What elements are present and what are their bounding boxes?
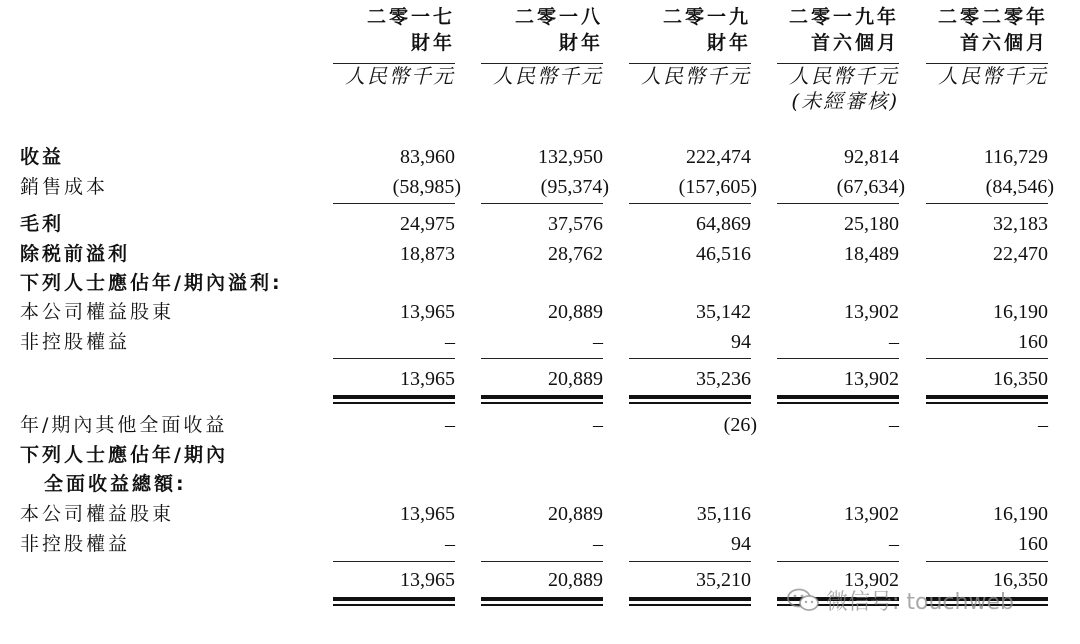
- subtotal-rule: [926, 358, 1048, 359]
- value-cell: –: [889, 533, 899, 555]
- total-cell: 20,889: [548, 569, 603, 591]
- total-double-rule: [333, 395, 455, 399]
- subtotal-rule: [333, 561, 455, 562]
- value-cell: 132,950: [538, 146, 603, 168]
- value-cell: 13,965: [400, 503, 455, 525]
- total-double-rule: [629, 604, 751, 606]
- value-cell: 13,902: [844, 301, 899, 323]
- row-label-cost-of-sales: 銷售成本: [20, 176, 109, 198]
- total-cell: 16,350: [993, 368, 1048, 390]
- subtotal-rule: [926, 561, 1048, 562]
- wechat-icon: [786, 588, 820, 612]
- column-header-line2: 財年: [410, 32, 455, 54]
- column-header-line2: 首六個月: [810, 32, 899, 54]
- unit-label: 人民幣千元: [938, 64, 1048, 88]
- value-cell: –: [889, 331, 899, 353]
- value-cell: (95,374): [540, 176, 609, 198]
- total-double-rule: [481, 395, 603, 399]
- column-header-2019: [629, 4, 751, 56]
- column-header-line2: 首六個月: [959, 32, 1048, 54]
- value-cell: 92,814: [844, 146, 899, 168]
- value-cell: 20,889: [548, 301, 603, 323]
- value-cell: 83,960: [400, 146, 455, 168]
- value-cell: 35,142: [696, 301, 751, 323]
- row-label-revenue: 收益: [20, 146, 65, 168]
- total-double-rule: [481, 597, 603, 601]
- value-cell: 116,729: [983, 146, 1048, 168]
- subtotal-rule: [333, 203, 455, 204]
- column-header-2019-h1: [777, 4, 899, 56]
- watermark-text: 微信号: touchweb: [826, 589, 1014, 615]
- total-double-rule: [481, 402, 603, 404]
- row-label-equity-shareholders: 本公司權益股東: [20, 301, 175, 323]
- total-double-rule: [333, 597, 455, 601]
- value-cell: 94: [731, 533, 751, 555]
- total-double-rule: [333, 604, 455, 606]
- value-cell: –: [445, 331, 455, 353]
- unit-label: 人民幣千元: [789, 64, 899, 88]
- total-double-rule: [333, 402, 455, 404]
- value-cell: –: [593, 533, 603, 555]
- row-label-total-comprehensive-attributable: 下列人士應佔年/期內: [20, 444, 228, 466]
- subtotal-rule: [777, 358, 899, 359]
- unit-label: 人民幣千元: [493, 64, 603, 88]
- total-double-rule: [629, 597, 751, 601]
- total-cell: 35,236: [696, 368, 751, 390]
- value-cell: 20,889: [548, 503, 603, 525]
- column-header-line2: 財年: [558, 32, 603, 54]
- value-cell: –: [445, 533, 455, 555]
- value-cell: –: [889, 414, 899, 436]
- column-header-line1: 二零一九年: [788, 6, 899, 28]
- value-cell: 13,902: [844, 503, 899, 525]
- total-cell: 13,902: [844, 368, 899, 390]
- value-cell: 35,116: [696, 503, 751, 525]
- value-cell: 24,975: [400, 213, 455, 235]
- row-label-profit-before-tax: 除税前溢利: [20, 243, 131, 265]
- total-double-rule: [926, 395, 1048, 399]
- subtotal-rule: [481, 203, 603, 204]
- value-cell: –: [1038, 414, 1048, 436]
- value-cell: –: [593, 331, 603, 353]
- watermark: [786, 585, 1076, 615]
- column-header-2018: [481, 4, 603, 56]
- value-cell: –: [445, 414, 455, 436]
- value-cell: 160: [1018, 533, 1048, 555]
- subtotal-rule: [629, 561, 751, 562]
- value-cell: –: [593, 414, 603, 436]
- unaudited-note: (未經審核): [791, 89, 899, 113]
- column-header-line1: 二零一八: [514, 6, 603, 28]
- total-cell: 16,350: [993, 569, 1048, 591]
- subtotal-rule: [481, 358, 603, 359]
- total-double-rule: [926, 402, 1048, 404]
- total-double-rule: [777, 402, 899, 404]
- total-double-rule: [629, 402, 751, 404]
- total-cell: 13,965: [400, 569, 455, 591]
- subtotal-rule: [333, 358, 455, 359]
- column-header-line1: 二零一九: [662, 6, 751, 28]
- subtotal-rule: [777, 561, 899, 562]
- column-header-line2: 財年: [706, 32, 751, 54]
- column-header-2020-h1: [926, 4, 1048, 56]
- subtotal-rule: [629, 358, 751, 359]
- row-label-profit-attributable: 下列人士應佔年/期內溢利:: [20, 272, 283, 294]
- value-cell: 160: [1018, 331, 1048, 353]
- value-cell: 18,489: [844, 243, 899, 265]
- value-cell: 64,869: [696, 213, 751, 235]
- row-label-total-comprehensive-income: 全面收益總額:: [44, 473, 187, 495]
- value-cell: 28,762: [548, 243, 603, 265]
- row-label-non-controlling: 非控股權益: [20, 533, 131, 555]
- subtotal-rule: [481, 561, 603, 562]
- total-cell: 35,210: [696, 569, 751, 591]
- value-cell: (157,605): [678, 176, 757, 198]
- unit-label: 人民幣千元: [641, 64, 751, 88]
- row-label-non-controlling: 非控股權益: [20, 331, 131, 353]
- total-cell: 13,902: [844, 569, 899, 591]
- value-cell: (67,634): [836, 176, 905, 198]
- total-cell: 13,965: [400, 368, 455, 390]
- total-double-rule: [777, 395, 899, 399]
- value-cell: 16,190: [993, 301, 1048, 323]
- row-label-other-comprehensive-income: 年/期內其他全面收益: [20, 414, 228, 436]
- total-cell: 20,889: [548, 368, 603, 390]
- value-cell: (26): [723, 414, 757, 436]
- value-cell: 25,180: [844, 213, 899, 235]
- total-double-rule: [629, 395, 751, 399]
- value-cell: 22,470: [993, 243, 1048, 265]
- value-cell: 13,965: [400, 301, 455, 323]
- row-label-equity-shareholders: 本公司權益股東: [20, 503, 175, 525]
- column-header-line1: 二零一七: [366, 6, 455, 28]
- value-cell: 46,516: [696, 243, 751, 265]
- row-label-gross-profit: 毛利: [20, 213, 65, 235]
- value-cell: 94: [731, 331, 751, 353]
- subtotal-rule: [777, 203, 899, 204]
- column-header-line1: 二零二零年: [937, 6, 1048, 28]
- value-cell: 18,873: [400, 243, 455, 265]
- subtotal-rule: [629, 203, 751, 204]
- value-cell: 32,183: [993, 213, 1048, 235]
- total-double-rule: [481, 604, 603, 606]
- value-cell: 222,474: [686, 146, 751, 168]
- subtotal-rule: [926, 203, 1048, 204]
- unit-label: 人民幣千元: [345, 64, 455, 88]
- value-cell: (58,985): [392, 176, 461, 198]
- value-cell: 37,576: [548, 213, 603, 235]
- value-cell: (84,546): [985, 176, 1054, 198]
- column-header-2017: [333, 4, 455, 56]
- value-cell: 16,190: [993, 503, 1048, 525]
